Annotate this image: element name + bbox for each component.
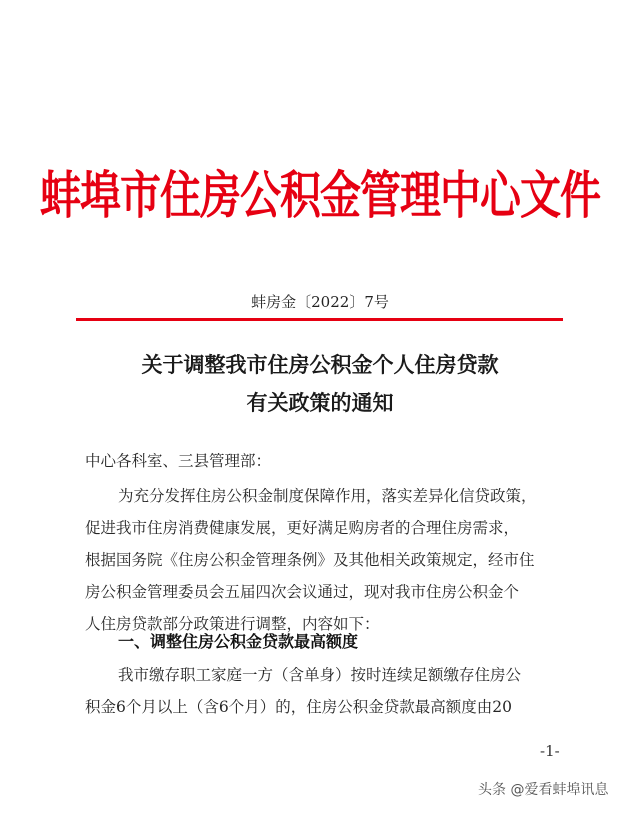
paragraph-line: 促进我市住房消费健康发展，更好满足购房者的合理住房需求， bbox=[85, 519, 520, 537]
paragraph-line: 人住房贷款部分政策进行调整，内容如下： bbox=[85, 615, 380, 633]
document-number: 蚌房金〔2022〕7号 bbox=[251, 293, 389, 311]
document-title-line-1: 关于调整我市住房公积金个人住房贷款 bbox=[141, 353, 499, 377]
document-title-line-2: 有关政策的通知 bbox=[246, 391, 394, 415]
paragraph-line: 房公积金管理委员会五届四次会议通过，现对我市住房公积金个 bbox=[85, 583, 520, 601]
paragraph-line: 积金6个月以上（含6个月）的，住房公积金贷款最高额度由20 bbox=[85, 698, 512, 716]
issuer-header: 蚌埠市住房公积金管理中心文件 bbox=[40, 165, 600, 226]
paragraph-line: 我市缴存职工家庭一方（含单身）按时连续足额缴存住房公 bbox=[118, 666, 522, 684]
page-number: -1- bbox=[540, 742, 560, 760]
paragraph-line: 根据国务院《住房公积金管理条例》及其他相关政策规定，经市住 bbox=[85, 551, 535, 569]
paragraph-line: 为充分发挥住房公积金制度保障作用，落实差异化信贷政策， bbox=[118, 487, 537, 505]
salutation: 中心各科室、三县管理部： bbox=[85, 452, 272, 470]
section-heading: 一、调整住房公积金贷款最高额度 bbox=[118, 632, 359, 651]
red-divider-line bbox=[76, 318, 563, 321]
watermark-text: 头条 @爱看蚌埠讯息 bbox=[478, 782, 609, 798]
